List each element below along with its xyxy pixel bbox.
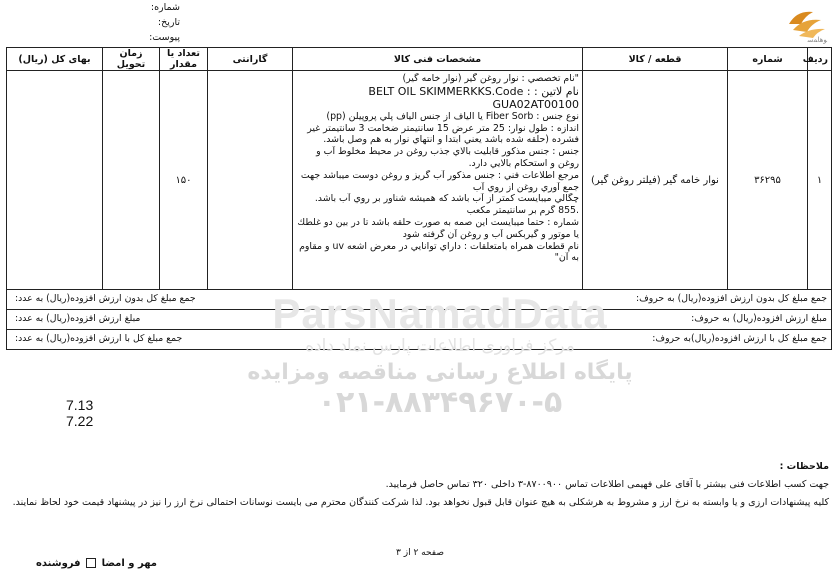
spec-line: GUA02AT00100 <box>492 97 579 111</box>
version-number: 7.13 <box>66 397 94 413</box>
item-part: نوار خامه گیر (فیلتر روغن گیر) <box>583 71 728 290</box>
spec-line: شماره : حتما ميبايست اين صمه به صورت حلقه باشد تا در بين دو غلطك <box>297 216 579 228</box>
logo-caption: ﻮﻫﺎﻤﺳ <box>807 36 827 44</box>
items-table <box>6 47 832 350</box>
spec-line: "نام تخصصي : نوار روغن گير (نوار خامه گير) <box>402 73 579 84</box>
header-spec: مشخصات فنی کالا <box>293 48 583 71</box>
spec-line: يا موتور و گيربكس آب و روغن آن گرفته شود <box>402 228 579 240</box>
version-number: 7.22 <box>66 413 94 429</box>
seal-label: مهر و امضا <box>101 558 157 569</box>
page-number: صفحه ۲ از ۳ <box>396 548 444 558</box>
item-row-number: ۱ <box>808 71 832 290</box>
spec-line: جمع آوري روغن از روي آب <box>472 181 579 193</box>
version-numbers <box>66 397 93 429</box>
header-delivery: زمان تحویل <box>103 48 160 71</box>
number-label: شماره: <box>150 2 180 13</box>
item-qty: ۱۵۰ <box>160 71 208 290</box>
item-spec <box>293 71 583 290</box>
watermark-latin: ParsNamadData <box>272 290 608 337</box>
spec-line: جنس : جنس مذكور قابليت بالاي جذب روغن در محيط مخلوط آب و <box>316 146 579 158</box>
seal-signature <box>36 558 157 569</box>
header-row: ردیف <box>808 48 832 71</box>
header-part: قطعه / کالا <box>583 48 728 71</box>
total-digits-label: جمع مبلغ کل با ارزش افزوده(ریال) به عدد: <box>15 333 183 344</box>
header-total: بهای کل (ریال) <box>7 48 103 71</box>
spec-line: اندازه : طول نوار: 25 متر عرض 15 سانتيمتر ضخامت 3 سانتيمتر غير <box>307 122 579 134</box>
spec-line: چگالي ميبايست كمتر از آب باشد كه هميشه شناور بر روي آب باشد. <box>314 193 579 205</box>
item-delivery <box>103 71 160 290</box>
sum-row <box>7 290 832 310</box>
sum-row <box>7 330 832 350</box>
spec-line: نام لاتين : : BELT OIL SKIMMERKKS.Code <box>368 84 579 98</box>
sum-digits-label: جمع مبلغ کل بدون ارزش افزوده(ریال) به عدد: <box>15 293 196 304</box>
document-info <box>40 0 180 45</box>
watermark-phone: ۰۲۱-۸۸۳۴۹۶۷۰-۵ <box>317 385 563 420</box>
item-number: ۳۶۲۹۵ <box>728 71 808 290</box>
spec-line: فشرده (حلقه شده باشد يعني ابتدا و انتهاي نوار به هم وصل باشد. <box>323 134 579 146</box>
header-qty: تعداد یا مقدار <box>160 48 208 71</box>
watermark-line1: مرکز فراوری اطلاعات پارس نماد داده <box>305 336 575 356</box>
spec-line: به آن" <box>554 252 579 264</box>
spec-line: نوع جنس : Fiber Sorb يا الياف از جنس الياف پلي پروپيلن (pp) <box>326 110 579 122</box>
notes-title: ملاحظات : <box>779 461 829 472</box>
vat-words-label: مبلغ ارزش افزوده(ریال) به حروف: <box>691 313 827 324</box>
spec-line: .855 گرم بر سانتيمتر مكعب <box>466 205 579 217</box>
spec-line: نام قطعات همراه بامتعلقات : داراي توانايي در معرض اشعه uv و مقاوم <box>299 240 579 252</box>
sum-words-label: جمع مبلغ کل بدون ارزش افزوده(ریال) به حروف: <box>635 293 827 304</box>
header-number: شماره <box>728 48 808 71</box>
table-row <box>7 71 832 290</box>
date-label: تاریخ: <box>157 17 180 28</box>
item-total <box>7 71 103 290</box>
watermark-line2: پایگاه اطلاع رسانی مناقصه ومزایده <box>247 360 633 385</box>
notes-line: جهت کسب اطلاعات فنی بیشتر با آقای علی فهیمی اطلاعات تماس ۸۷۰۰۹۰۰-۳ داخلی ۳۲۰ تماس حاصل فرمایید. <box>385 479 829 490</box>
notes-line: کلیه پیشنهادات ارزی و یا وابسته به نرخ ارز و مشروط به هرشکلی به هیچ عنوان قابل قبول نخواهد بود. لذا شرکت کنندگان محترم می بایست نوسانات احتمالی نرخ ارز را نیز در پیشنهاد قیمت خود لحاظ نمایند. <box>12 497 829 508</box>
total-words-label: جمع مبلغ کل با ارزش افزوده(ریال)به حروف: <box>652 333 827 344</box>
spec-line: روغن و استحكام بالايي دارد. <box>468 157 579 169</box>
attachment-label: پیوست: <box>149 32 180 43</box>
checkbox-icon <box>86 558 96 568</box>
notes-section <box>4 458 829 512</box>
header-warranty: گارانتی <box>208 48 293 71</box>
sum-row <box>7 310 832 330</box>
seller-label: فروشنده <box>36 558 81 569</box>
vat-digits-label: مبلغ ارزش افزوده(ریال) به عدد: <box>15 313 141 324</box>
spec-line: مرجع اطلاعات فني : جنس مذكور آب گريز و روغن دوست ميباشد جهت <box>300 169 579 181</box>
item-warranty <box>208 71 293 290</box>
